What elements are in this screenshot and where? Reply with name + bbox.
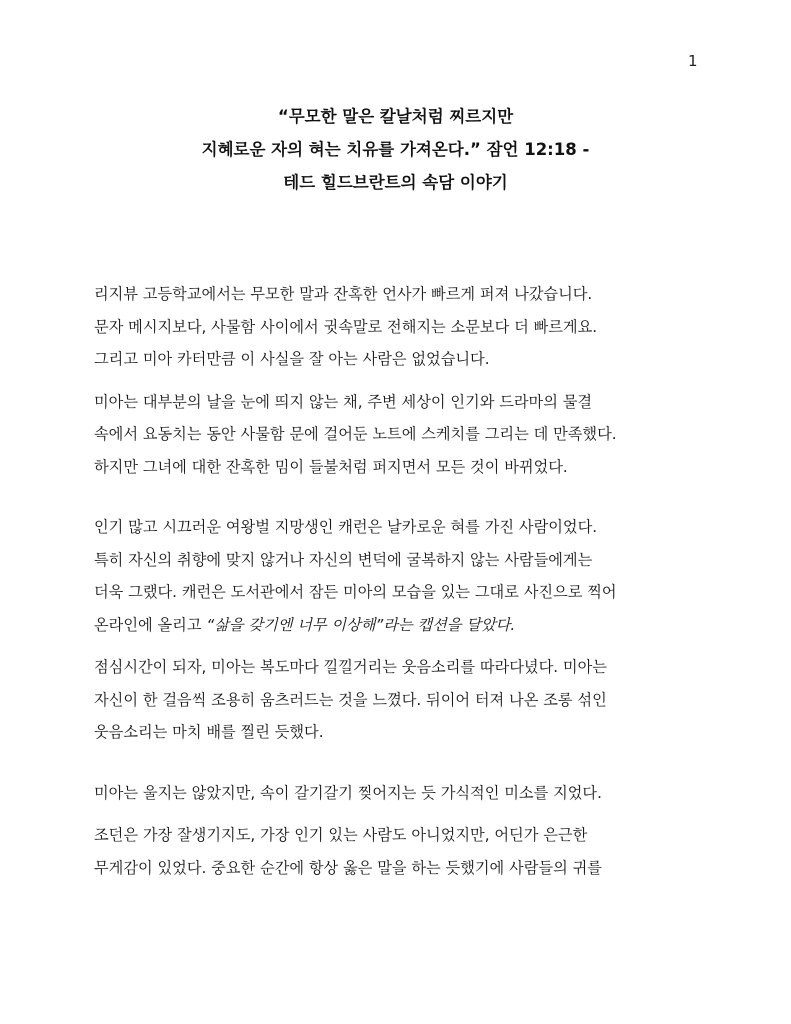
- text-line: [94, 609, 714, 642]
- text-line: 더욱 그랬다. 캐런은 도서관에서 잠든 미아의 모습을 있는 그대로 사진으로 찍어: [94, 583, 617, 601]
- text-line: 자신이 한 걸음씩 조용히 움츠러드는 것을 느꼈다. 뒤이어 터져 나온 조롱 섞인: [94, 690, 607, 709]
- text-line: 무게감이 있었다. 중요한 순간에 항상 옳은 말을 하는 듯했기에 사람들의 귀를: [94, 858, 602, 877]
- paragraph-6: [94, 819, 714, 884]
- paragraph-2: [94, 386, 714, 484]
- text-line: 조던은 가장 잘생기지도, 가장 인기 있는 사람도 아니었지만, 어딘가 은근한: [94, 826, 588, 844]
- title-line-2: 지혜로운 자의 혀는 치유를 가져온다.” 잠언 12:18 -: [201, 140, 590, 159]
- paragraph-3: [94, 511, 714, 641]
- document-title: [0, 100, 791, 199]
- text-line: 웃음소리는 마치 배를 찔린 듯했다.: [94, 723, 324, 741]
- text-line: 특히 자신의 취향에 맞지 않거나 자신의 변덕에 굴복하지 않는 사람들에게는: [94, 550, 593, 569]
- caption-quote: “삶을 갖기엔 너무 이상해”라는 캡션을 달았다.: [206, 615, 516, 634]
- text-line: 하지만 그녀에 대한 잔혹한 밈이 들불처럼 퍼지면서 모든 것이 바뀌었다.: [94, 457, 568, 476]
- text-line: 리지뷰 고등학교에서는 무모한 말과 잔혹한 언사가 빠르게 퍼져 나갔습니다.: [94, 285, 593, 303]
- text-line: 그리고 미아 카터만큼 이 사실을 잘 아는 사람은 없었습니다.: [94, 350, 490, 368]
- paragraph-4: [94, 651, 714, 749]
- text-line: 미아는 울지는 않았지만, 속이 갈기갈기 찢어지는 듯 가식적인 미소를 지었다.: [94, 783, 602, 802]
- title-line-3: 테드 힐드브란트의 속담 이야기: [283, 173, 508, 192]
- text-line: 미아는 대부분의 날을 눈에 띄지 않는 채, 주변 세상이 인기와 드라마의 물결: [94, 392, 593, 411]
- paragraph-1: [94, 278, 714, 376]
- title-line-1: “무모한 말은 칼날처럼 찌르지만: [277, 107, 514, 126]
- text-line: 속에서 요동치는 동안 사물함 문에 걸어둔 노트에 스케치를 그리는 데 만족했다.: [94, 425, 617, 443]
- text-line: 인기 많고 시끄러운 여왕벌 지망생인 캐런은 날카로운 혀를 가진 사람이었다.: [94, 518, 598, 536]
- text-run: 온라인에 올리고: [94, 615, 207, 634]
- page-number: 1: [688, 52, 698, 70]
- text-line: 점심시간이 되자, 미아는 복도마다 낄낄거리는 웃음소리를 따라다녔다. 미아는: [94, 658, 607, 676]
- paragraph-5: [94, 777, 714, 810]
- text-line: 문자 메시지보다, 사물함 사이에서 귓속말로 전해지는 소문보다 더 빠르게요.: [94, 317, 598, 336]
- document-body: [94, 278, 714, 884]
